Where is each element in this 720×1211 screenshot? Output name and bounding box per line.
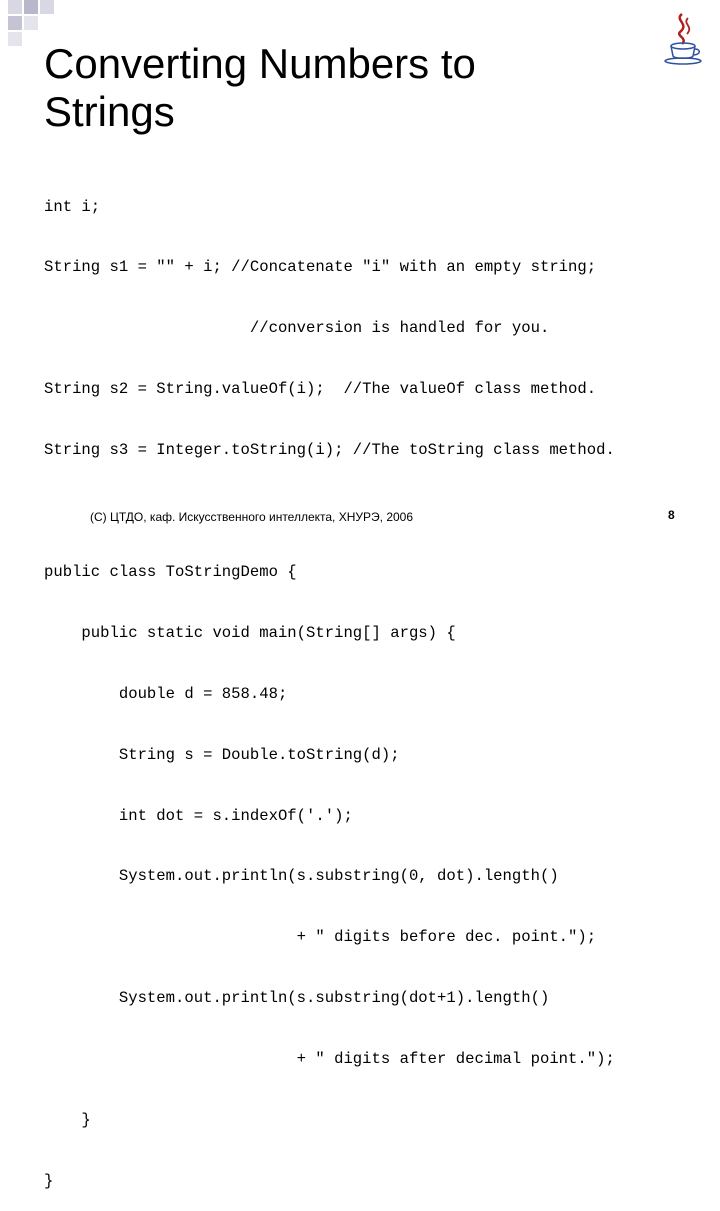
corner-decoration bbox=[0, 0, 60, 45]
java-coffee-cup-icon bbox=[660, 10, 706, 66]
code-line: int i; bbox=[44, 197, 101, 216]
code-line: String s1 = "" + i; //Concatenate "i" with an empty string; bbox=[44, 258, 597, 277]
code-line: String s2 = String.valueOf(i); //The valueOf class method. bbox=[44, 380, 597, 399]
code-line: System.out.println(s.substring(0, dot).length() bbox=[44, 867, 559, 886]
code-line: public static void main(String[] args) { bbox=[44, 623, 456, 642]
slide-title-line-1: Converting Numbers to bbox=[44, 40, 476, 87]
code-block bbox=[44, 156, 615, 1211]
code-line: + " digits after decimal point."); bbox=[44, 1050, 615, 1069]
slide-title-line-2: Strings bbox=[44, 88, 175, 135]
footer-copyright: (С) ЦТДО, каф. Искусственного интеллекта, ХНУРЭ, 2006 bbox=[90, 510, 414, 524]
code-line: } bbox=[44, 1110, 91, 1129]
code-line: } bbox=[44, 1171, 54, 1190]
code-line: String s3 = Integer.toString(i); //The toString class method. bbox=[44, 441, 615, 460]
code-line: public class ToStringDemo { bbox=[44, 562, 297, 581]
code-line: double d = 858.48; bbox=[44, 684, 288, 703]
code-line: int dot = s.indexOf('.'); bbox=[44, 806, 353, 825]
code-line: System.out.println(s.substring(dot+1).length() bbox=[44, 989, 550, 1008]
code-line: //conversion is handled for you. bbox=[44, 319, 550, 338]
code-line: + " digits before dec. point."); bbox=[44, 928, 597, 947]
page-number: 8 bbox=[668, 508, 675, 522]
code-line: String s = Double.toString(d); bbox=[44, 745, 400, 764]
slide-title bbox=[44, 40, 644, 136]
